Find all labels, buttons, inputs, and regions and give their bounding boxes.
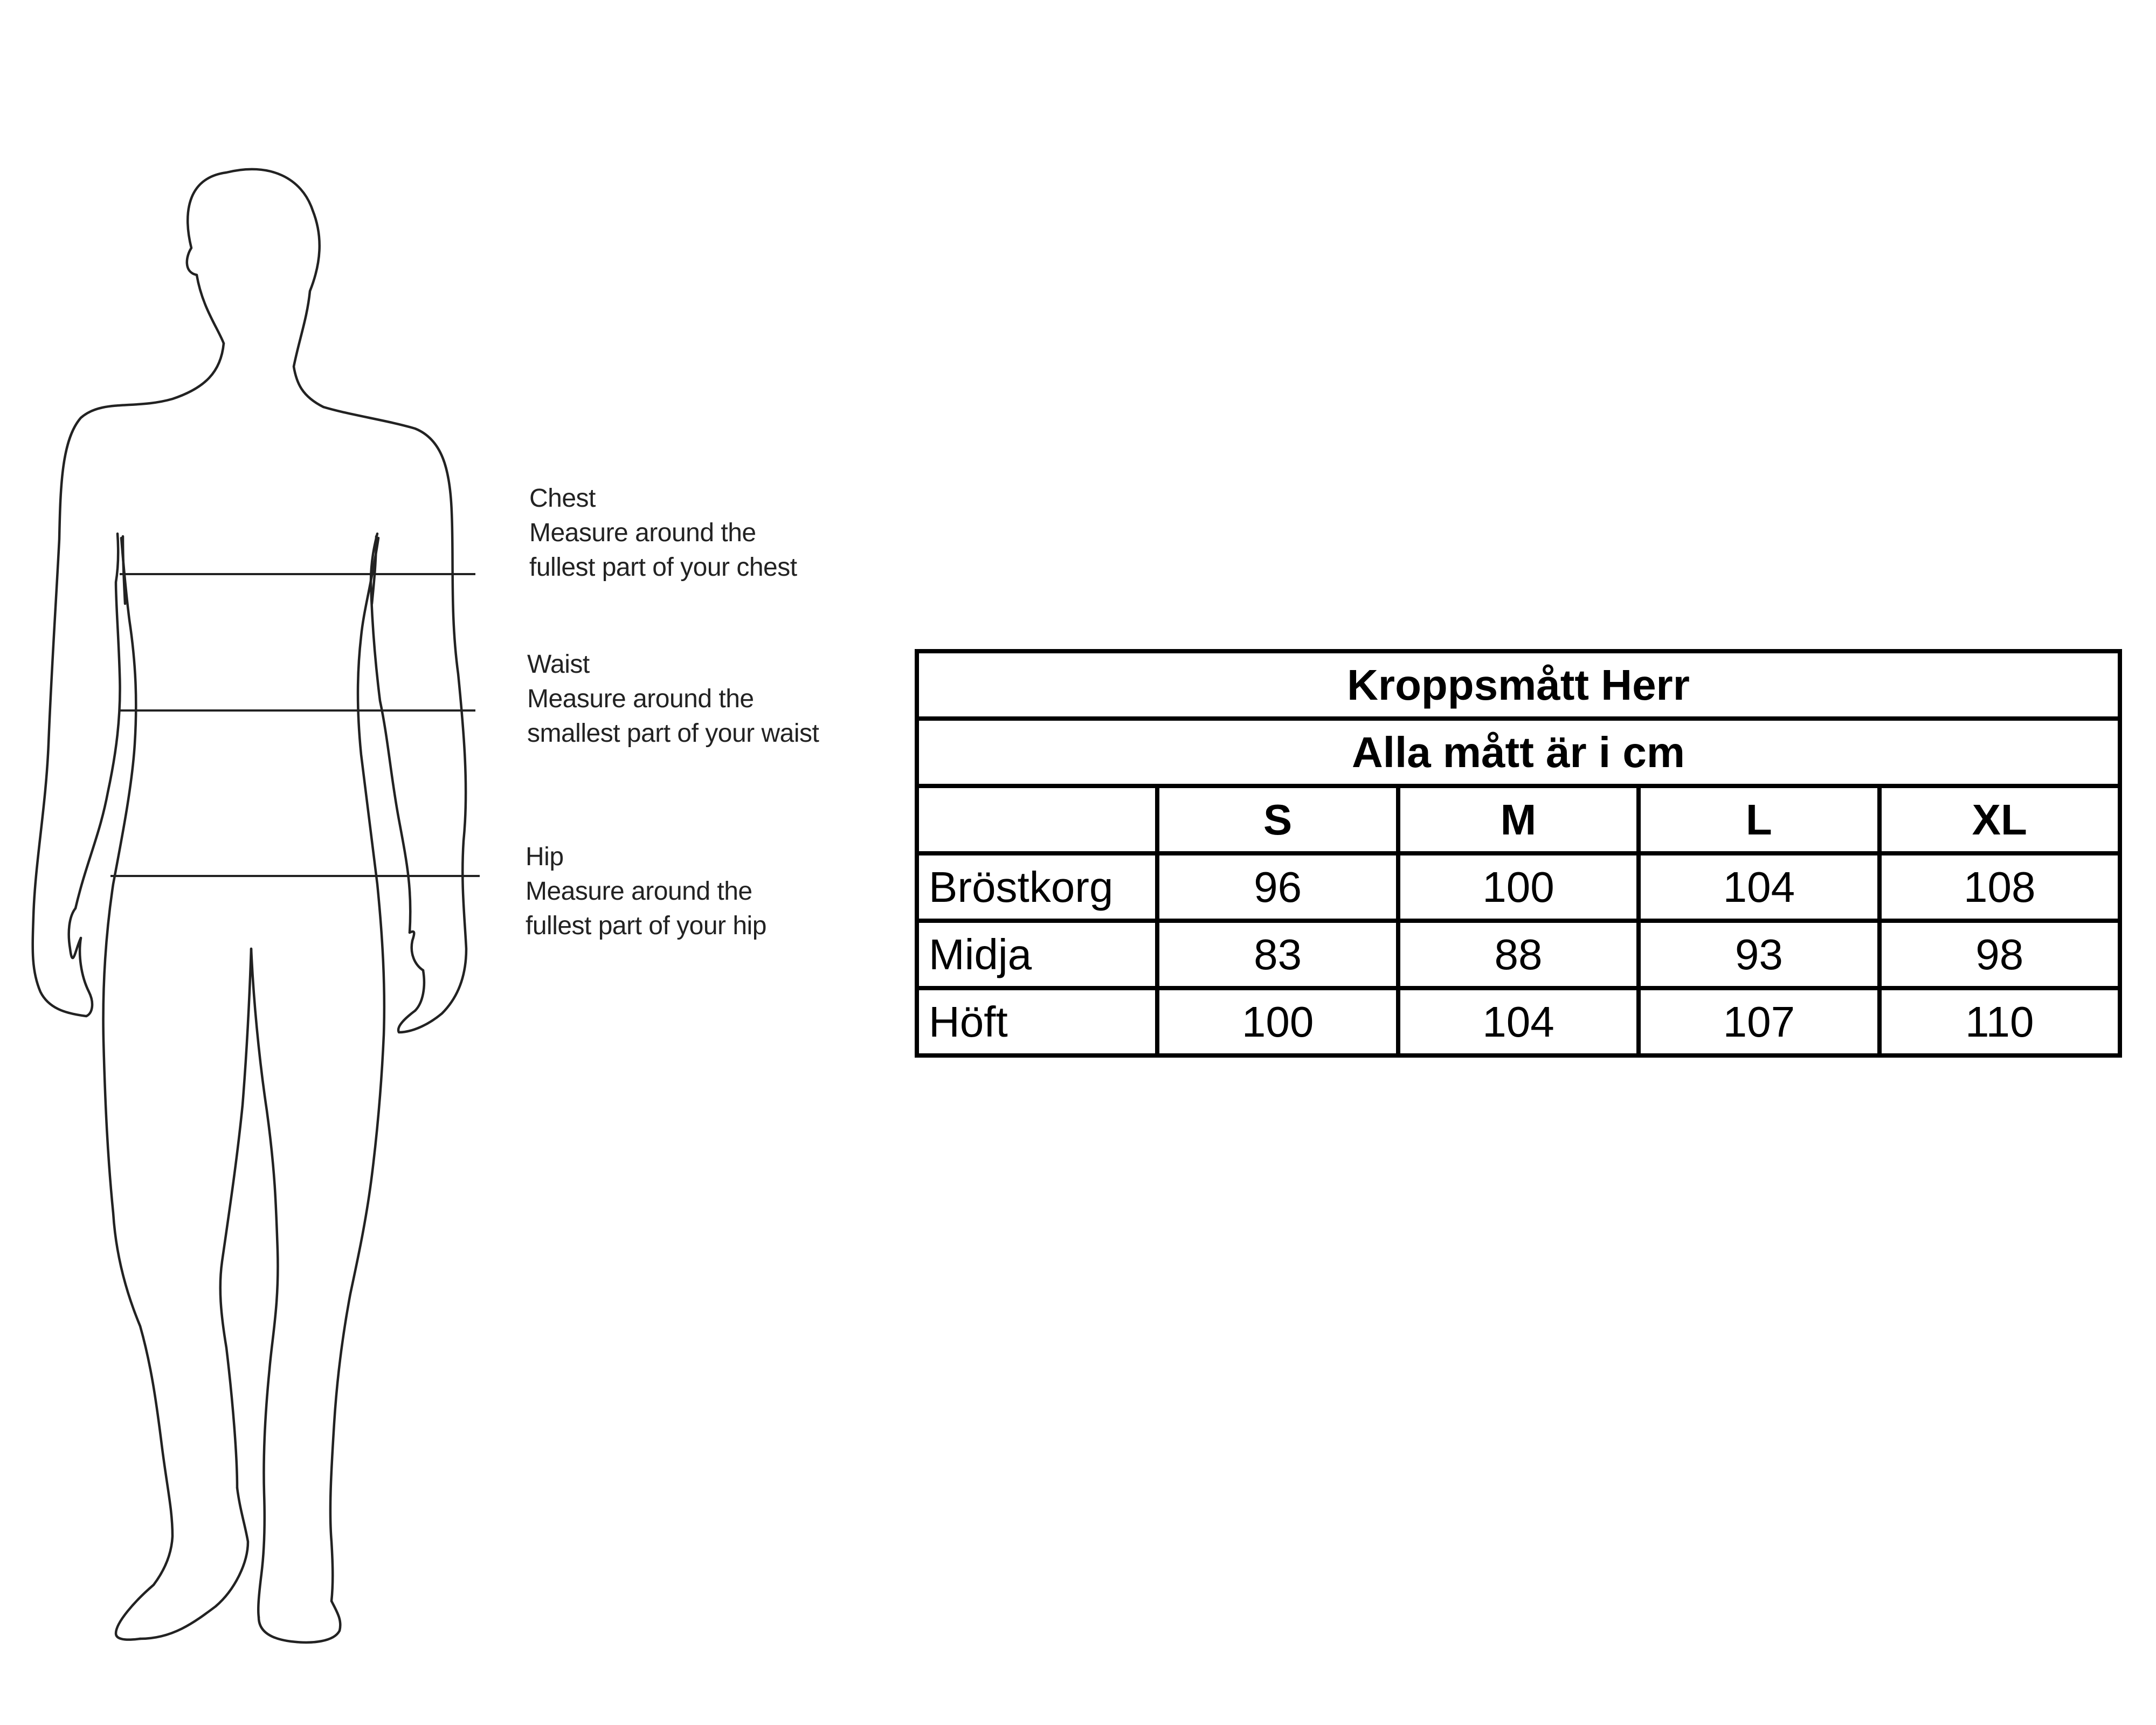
cell-hip-l: 107 <box>1639 988 1879 1055</box>
size-header-row <box>917 786 2120 853</box>
cell-chest-m: 100 <box>1398 853 1639 921</box>
right-foot <box>259 1601 340 1643</box>
table-subtitle-row <box>917 719 2120 786</box>
chest-instruction-line1: Measure around the <box>529 519 756 547</box>
hip-instruction-line2: fullest part of your hip <box>526 912 766 940</box>
header-corner-cell <box>917 786 1157 853</box>
cell-waist-m: 88 <box>1398 921 1639 988</box>
right-leg-inner <box>251 949 278 1617</box>
head-outline <box>187 169 323 407</box>
torso-left <box>103 538 172 1640</box>
chest-title: Chest <box>529 484 596 513</box>
waist-annotation <box>527 647 819 751</box>
waist-instruction-line2: smallest part of your waist <box>527 719 819 748</box>
table-subtitle: Alla mått är i cm <box>917 719 2120 786</box>
row-label-hip: Höft <box>917 988 1157 1055</box>
table-title: Kroppsmått Herr <box>917 651 2120 719</box>
cell-chest-s: 96 <box>1157 853 1398 921</box>
size-header-s: S <box>1157 786 1398 853</box>
torso-right <box>330 538 384 1601</box>
cell-hip-xl: 110 <box>1879 988 2120 1055</box>
chest-instruction-line2: fullest part of your chest <box>529 553 797 582</box>
table-row-chest <box>917 853 2120 921</box>
left-foot <box>140 1488 248 1639</box>
size-header-xl: XL <box>1879 786 2120 853</box>
size-header-m: M <box>1398 786 1639 853</box>
right-arm-outer <box>323 407 466 1032</box>
table-row-waist <box>917 921 2120 988</box>
left-arm-outer <box>33 343 224 1016</box>
table-title-row <box>917 651 2120 719</box>
size-table <box>915 649 2122 1058</box>
cell-hip-m: 104 <box>1398 988 1639 1055</box>
left-leg-inner <box>220 949 251 1488</box>
cell-waist-xl: 98 <box>1879 921 2120 988</box>
body-silhouette <box>33 169 466 1643</box>
row-label-chest: Bröstkorg <box>917 853 1157 921</box>
right-hand-inner <box>410 932 423 970</box>
hip-title: Hip <box>526 843 564 871</box>
chest-annotation <box>529 481 797 585</box>
cell-waist-s: 83 <box>1157 921 1398 988</box>
waist-title: Waist <box>527 650 590 679</box>
waist-instruction-line1: Measure around the <box>527 685 754 713</box>
cell-waist-l: 93 <box>1639 921 1879 988</box>
cell-chest-xl: 108 <box>1879 853 2120 921</box>
hip-instruction-line1: Measure around the <box>526 877 752 906</box>
left-arm-inner <box>75 534 120 908</box>
row-label-waist: Midja <box>917 921 1157 988</box>
hip-annotation <box>526 840 766 943</box>
left-torso-guide <box>123 536 125 604</box>
cell-hip-s: 100 <box>1157 988 1398 1055</box>
table-row-hip <box>917 988 2120 1055</box>
size-header-l: L <box>1639 786 1879 853</box>
cell-chest-l: 104 <box>1639 853 1879 921</box>
